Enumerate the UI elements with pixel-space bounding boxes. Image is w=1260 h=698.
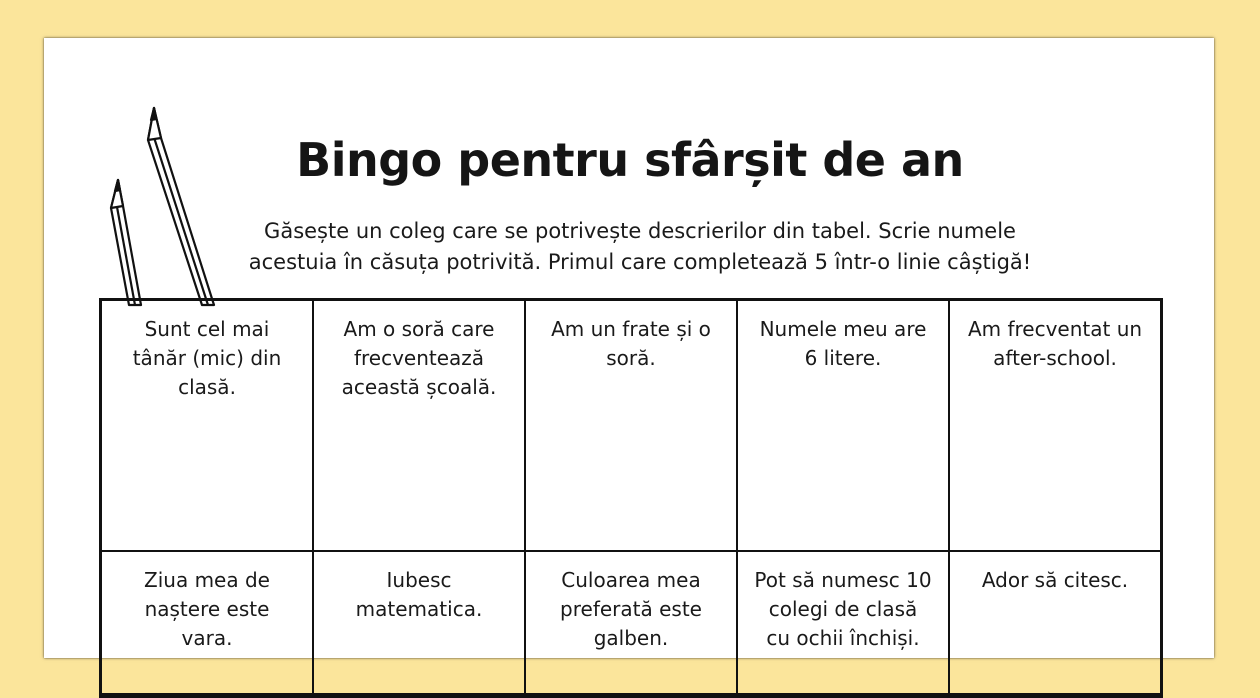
bingo-cell[interactable]: Sunt cel mai tânăr (mic) din clasă. xyxy=(102,301,314,552)
bingo-cell[interactable]: Pot să numesc 10 colegi de clasă cu ochii închiși. xyxy=(738,552,950,695)
bingo-cell[interactable]: Am frecventat un after-school. xyxy=(950,301,1160,552)
bingo-cell[interactable]: Iubesc matematica. xyxy=(314,552,526,695)
bingo-cell[interactable]: Am un frate și o soră. xyxy=(526,301,738,552)
instructions-line-2: acestuia în căsuța potrivită. Primul care completează 5 într-o linie câștigă! xyxy=(248,250,1032,274)
bingo-cell[interactable]: Culoarea mea preferată este galben. xyxy=(526,552,738,695)
worksheet-title: Bingo pentru sfârșit de an xyxy=(296,133,964,187)
instructions-line-1: Găsește un coleg care se potrivește descrierilor din tabel. Scrie numele xyxy=(264,219,1016,243)
bingo-grid xyxy=(99,298,1163,698)
bingo-cell[interactable]: Am o soră care frecventează această școală. xyxy=(314,301,526,552)
left-pencil-icon xyxy=(111,180,141,305)
bingo-cell[interactable]: Numele meu are 6 litere. xyxy=(738,301,950,552)
bingo-cell[interactable]: Ziua mea de naștere este vara. xyxy=(102,552,314,695)
bingo-cell[interactable]: Ador să citesc. xyxy=(950,552,1160,695)
instructions-text xyxy=(180,216,1100,278)
